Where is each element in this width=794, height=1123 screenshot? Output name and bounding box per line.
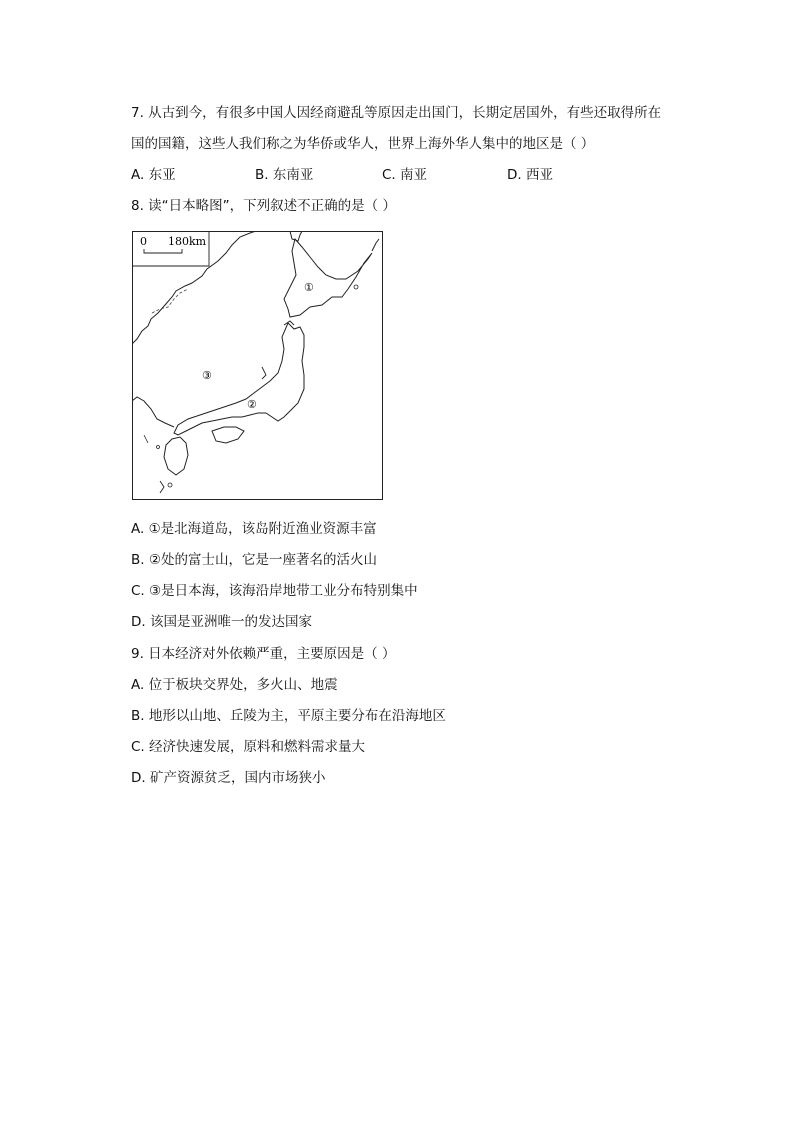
q9-option-b: B. 地形以山地、丘陵为主，平原主要分布在沿海地区: [131, 708, 446, 724]
q9-stem: 9. 日本经济对外依赖严重，主要原因是（ ）: [131, 646, 396, 662]
label-2: ②: [247, 398, 257, 411]
q7-option-d: D. 西亚: [507, 167, 553, 183]
q8-option-c: C. ③是日本海，该海沿岸地带工业分布特别集中: [131, 583, 418, 599]
q7-stem-line1: 7. 从古到今，有很多中国人因经商避乱等原因走出国门，长期定居国外，有些还取得所在: [131, 105, 662, 121]
scale-value: 180km: [168, 235, 207, 248]
q9-option-a: A. 位于板块交界处，多火山、地震: [131, 677, 338, 693]
q7-option-c: C. 南亚: [382, 167, 428, 183]
q7-option-b: B. 东南亚: [255, 167, 314, 183]
q8-option-a: A. ①是北海道岛，该岛附近渔业资源丰富: [131, 521, 377, 537]
label-1: ①: [304, 281, 314, 294]
q7-option-a: A. 东亚: [131, 167, 176, 183]
q8-option-d: D. 该国是亚洲唯一的发达国家: [131, 614, 312, 630]
japan-sketch-map: [132, 231, 383, 500]
kyushu-coast: [164, 437, 188, 475]
label-3: ③: [202, 369, 212, 382]
scale-zero: 0: [140, 235, 147, 248]
q8-stem: 8. 读“日本略图”，下列叙述不正确的是（ ）: [131, 198, 396, 214]
q7-stem-line2: 国的国籍，这些人我们称之为华侨或华人，世界上海外华人集中的地区是（ ）: [131, 136, 595, 152]
q9-option-c: C. 经济快速发展，原料和燃料需求量大: [131, 739, 366, 755]
q9-option-d: D. 矿产资源贫乏，国内市场狭小: [131, 770, 326, 786]
q8-option-b: B. ②处的富士山，它是一座著名的活火山: [131, 552, 377, 568]
